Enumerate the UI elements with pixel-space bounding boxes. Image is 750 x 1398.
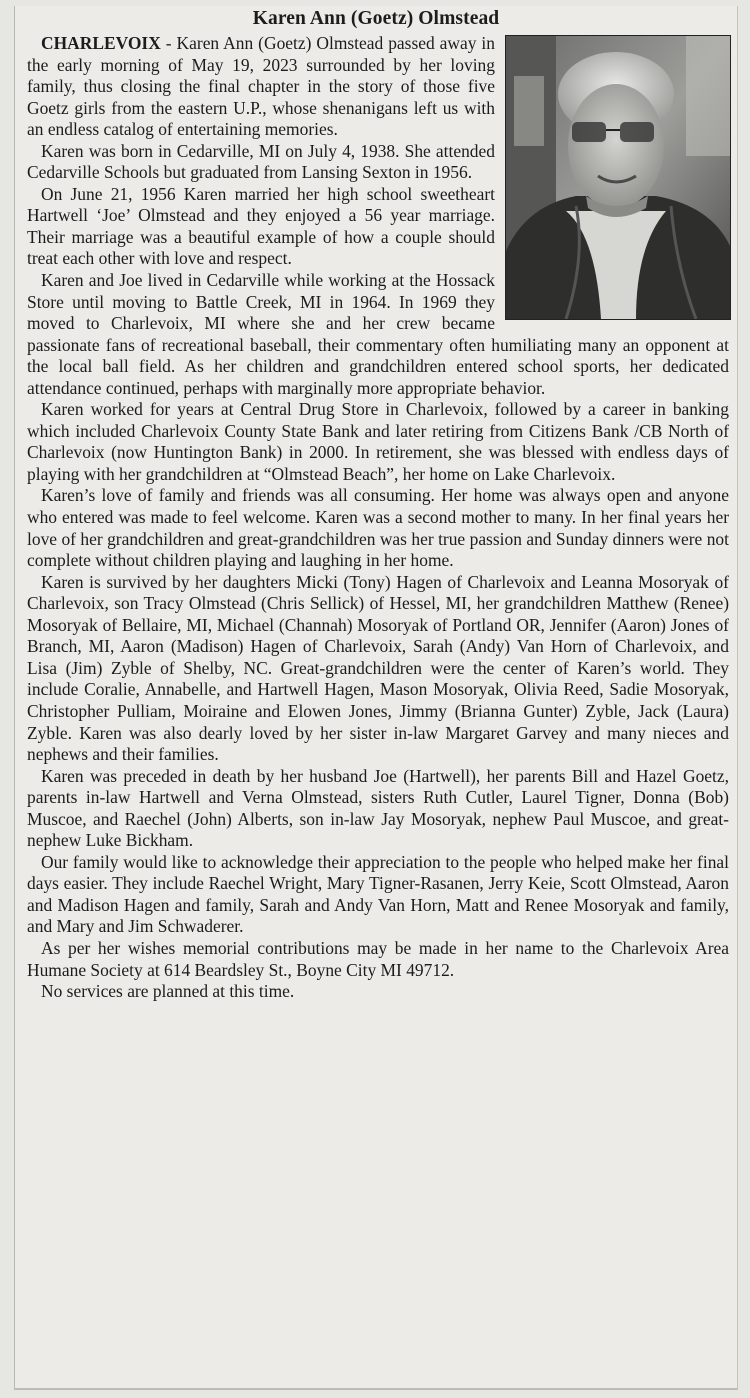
bottom-rule [15,1388,737,1390]
obituary-title: Karen Ann (Goetz) Olmstead [252,8,500,29]
dateline: CHARLEVOIX [41,33,161,53]
paragraph-4: Karen and Joe lived in Cedarville while working at the Hossack Store until moving to Battle Creek, MI in 1964. In 1969 they moved to Charlevoix, MI where she and her crew became passionate fans of recreational baseball, their commentary often humiliating many an opponent at the local ball field. As her children and grandchildren entered school sports, her dedicated attendance continued, perhaps with marginally more appropriate behavior. [27,270,729,398]
portrait-photo [505,35,731,320]
paragraph-2: Karen was born in Cedarville, MI on July 4, 1938. She attended Cedarville Schools but graduated from Lansing Sexton in 1956. [27,140,495,183]
obituary-clipping [14,6,738,1390]
portrait-image [506,36,730,319]
paragraph-10: As per her wishes memorial contributions may be made in her name to the Charlevoix Area Humane Society at 614 Beardsley St., Boyne City MI 49712. [27,937,729,980]
paragraph-7: Karen is survived by her daughters Micki (Tony) Hagen of Charlevoix and Leanna Mosoryak of Charlevoix, son Tracy Olmstead (Chris Sellick) of Hessel, MI, her grandchildren Matthew (Renee) Mosoryak of Bellaire, MI, Michael (Channah) Mosoryak of Portland OR, Jennifer (Aaron) Jones of Branch, MI, Aaron (Madison) Hagen of Charlevoix, Sarah (Andy) Van Horn of Charlevoix, and Lisa (Jim) Zyble of Shelby, NC. Great-grandchildren were the center of Karen’s world. They include Coralie, Annabelle, and Hartwell Hagen, Mason Mosoryak, Olivia Reed, Sadie Mosoryak, Christopher Pulliam, Moiraine and Elowen Jones, Jimmy (Brianna Gunter) Zyble, Jack (Laura) Zyble. Karen was also dearly loved by her sister in-law Margaret Garvey and many nieces and nephews and their families. [27,571,729,765]
paragraph-11: No services are planned at this time. [41,981,295,1002]
paragraph-5: Karen worked for years at Central Drug Store in Charlevoix, followed by a career in banking which included Charlevoix County State Bank and later retiring from Citizens Bank /CB North of Charlevoix (now Huntington Bank) in 2000. In retirement, she was blessed with endless days of playing with her grandchildren at “Olmstead Beach”, her home on Lake Charlevoix. [27,399,729,484]
paragraph-1-text: - Karen Ann (Goetz) Olmstead passed away in the early morning of May 19, 2023 surrounded by her loving family, thus closing the final chapter in the story of those five Goetz girls from the eastern U.P., whose shenanigans left us with an endless catalog of entertaining memories. [27,33,495,140]
paragraph-6: Karen’s love of family and friends was all consuming. Her home was always open and anyone who entered was made to feel welcome. Karen was a second mother to many. In her final years her love of her grandchildren and great-grandchildren was her true passion and Sunday dinners were not complete without children playing and laughing in her home. [27,485,729,571]
paragraph-8: Karen was preceded in death by her husband Joe (Hartwell), her parents Bill and Hazel Goetz, parents in-law Hartwell and Verna Olmstead, sisters Ruth Cutler, Laurel Tigner, Donna (Bob) Muscoe, and Raechel (John) Alberts, son in-law Jay Mosoryak, nephew Paul Muscoe, and great-nephew Luke Bickham. [27,765,729,851]
obituary-body [15,33,737,1003]
paragraph-3: On June 21, 1956 Karen married her high school sweetheart Hartwell ‘Joe’ Olmstead and they enjoyed a 56 year marriage. Their marriage was a beautiful example of how a couple should treat each other with love and respect. [27,183,495,269]
paragraph-9: Our family would like to acknowledge their appreciation to the people who helped make her final days easier. They include Raechel Wright, Mary Tigner-Rasanen, Jerry Keie, Scott Olmstead, Aaron and Madison Hagen and family, Sarah and Andy Van Horn, Matt and Renee Mosoryak and family, and Mary and Jim Schwaderer. [27,851,729,937]
